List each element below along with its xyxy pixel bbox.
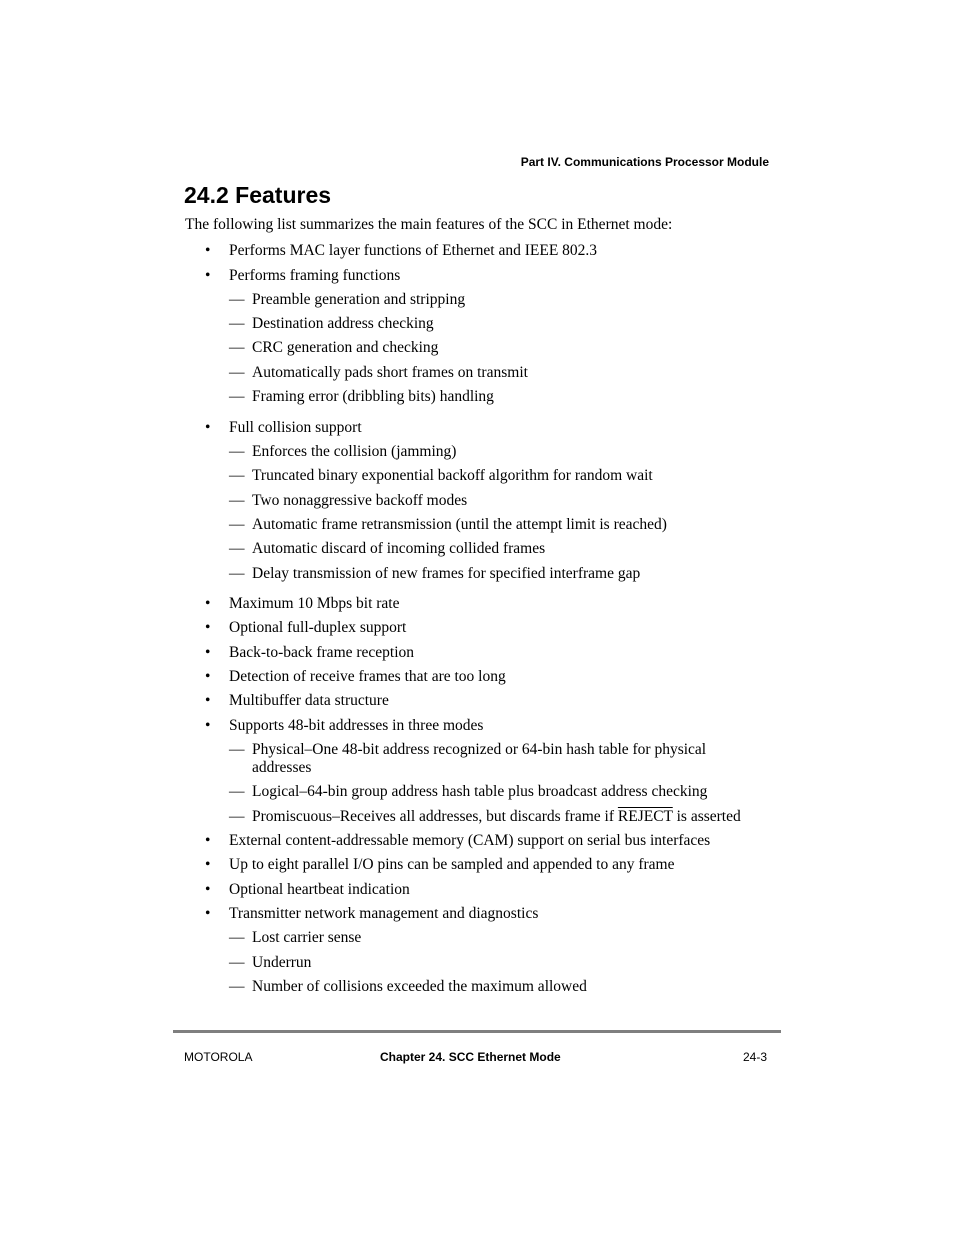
dash-marker: — xyxy=(229,978,245,995)
list-item-text: Up to eight parallel I/O pins can be sampled and appended to any frame xyxy=(229,856,675,873)
bullet-marker: • xyxy=(205,881,211,898)
bullet-marker: • xyxy=(205,595,211,612)
list-item-text: Performs MAC layer functions of Ethernet and IEEE 802.3 xyxy=(229,242,598,259)
footer-company: MOTOROLA xyxy=(184,1050,253,1064)
bullet-marker: • xyxy=(205,242,211,259)
sub-list-item-text: Enforces the collision (jamming) xyxy=(252,443,457,460)
list-item-text: Maximum 10 Mbps bit rate xyxy=(229,595,400,612)
dash-marker: — xyxy=(229,443,245,460)
dash-marker: — xyxy=(229,929,245,946)
intro-paragraph: The following list summarizes the main features of the SCC in Ethernet mode: xyxy=(185,216,673,233)
bullet-marker: • xyxy=(205,668,211,685)
footer-chapter-title: Chapter 24. SCC Ethernet Mode xyxy=(380,1050,561,1064)
footer-rule xyxy=(173,1030,781,1033)
sub-list-item-text: Automatic discard of incoming collided frames xyxy=(252,540,546,557)
list-item-text: Optional full-duplex support xyxy=(229,619,407,636)
list-item-text: Multibuffer data structure xyxy=(229,692,389,709)
dash-marker: — xyxy=(229,783,245,800)
list-item-text: Supports 48-bit addresses in three modes xyxy=(229,717,484,734)
dash-marker: — xyxy=(229,388,245,405)
section-title: 24.2 Features xyxy=(184,182,332,208)
list-item-text: Full collision support xyxy=(229,419,362,436)
sub-list-item-text: Destination address checking xyxy=(252,315,434,332)
sub-list-item-text: CRC generation and checking xyxy=(252,339,439,356)
dash-marker: — xyxy=(229,291,245,308)
sub-list-item-text: Framing error (dribbling bits) handling xyxy=(252,388,494,405)
list-item-text: Detection of receive frames that are too long xyxy=(229,668,506,685)
sub-list-item-text: Automatic frame retransmission (until the attempt limit is reached) xyxy=(252,516,667,533)
dash-marker: — xyxy=(229,808,245,825)
dash-marker: — xyxy=(229,467,245,484)
dash-marker: — xyxy=(229,540,245,557)
bullet-marker: • xyxy=(205,832,211,849)
bullet-marker: • xyxy=(205,619,211,636)
sub-list-item-text: Logical–64-bin group address hash table plus broadcast address checking xyxy=(252,783,708,800)
sub-list-item-text: Preamble generation and stripping xyxy=(252,291,466,308)
dash-marker: — xyxy=(229,364,245,381)
dash-marker: — xyxy=(229,954,245,971)
dash-marker: — xyxy=(229,315,245,332)
bullet-marker: • xyxy=(205,644,211,661)
sub-list-item-text: addresses xyxy=(252,759,312,776)
dash-marker: — xyxy=(229,565,245,582)
sub-list-item-text: Underrun xyxy=(252,954,312,971)
sub-list-item-text: Physical–One 48-bit address recognized or 64-bin hash table for physical xyxy=(252,741,707,758)
list-item-text: Transmitter network management and diagnostics xyxy=(229,905,539,922)
bullet-marker: • xyxy=(205,419,211,436)
bullet-marker: • xyxy=(205,856,211,873)
bullet-marker: • xyxy=(205,905,211,922)
sub-list-item-text: Truncated binary exponential backoff algorithm for random wait xyxy=(252,467,653,484)
dash-marker: — xyxy=(229,741,245,758)
running-header: Part IV. Communications Processor Module xyxy=(520,155,769,169)
dash-marker: — xyxy=(229,339,245,356)
bullet-marker: • xyxy=(205,692,211,709)
promiscuous-text-start: Promiscuous–Receives all addresses, but discards frame if xyxy=(252,808,618,825)
list-item-text: Back-to-back frame reception xyxy=(229,644,415,661)
promiscuous-text-end: is asserted xyxy=(672,808,741,825)
sub-list-item-text: Lost carrier sense xyxy=(252,929,362,946)
list-item-text: External content-addressable memory (CAM) support on serial bus interfaces xyxy=(229,832,711,849)
footer-page-number: 24-3 xyxy=(742,1050,767,1064)
bullet-marker: • xyxy=(205,717,211,734)
sub-list-item-text: Automatically pads short frames on transmit xyxy=(252,364,528,381)
dash-marker: — xyxy=(229,516,245,533)
list-item-text: Performs framing functions xyxy=(229,267,401,284)
sub-list-item-text xyxy=(252,808,741,826)
sub-list-item-text: Delay transmission of new frames for specified interframe gap xyxy=(252,565,641,582)
sub-list-item-text: Two nonaggressive backoff modes xyxy=(252,492,468,509)
reject-signal-name: REJECT xyxy=(617,808,673,825)
dash-marker: — xyxy=(229,492,245,509)
bullet-marker: • xyxy=(205,267,211,284)
sub-list-item-text: Number of collisions exceeded the maximum allowed xyxy=(252,978,587,995)
list-item-text: Optional heartbeat indication xyxy=(229,881,410,898)
